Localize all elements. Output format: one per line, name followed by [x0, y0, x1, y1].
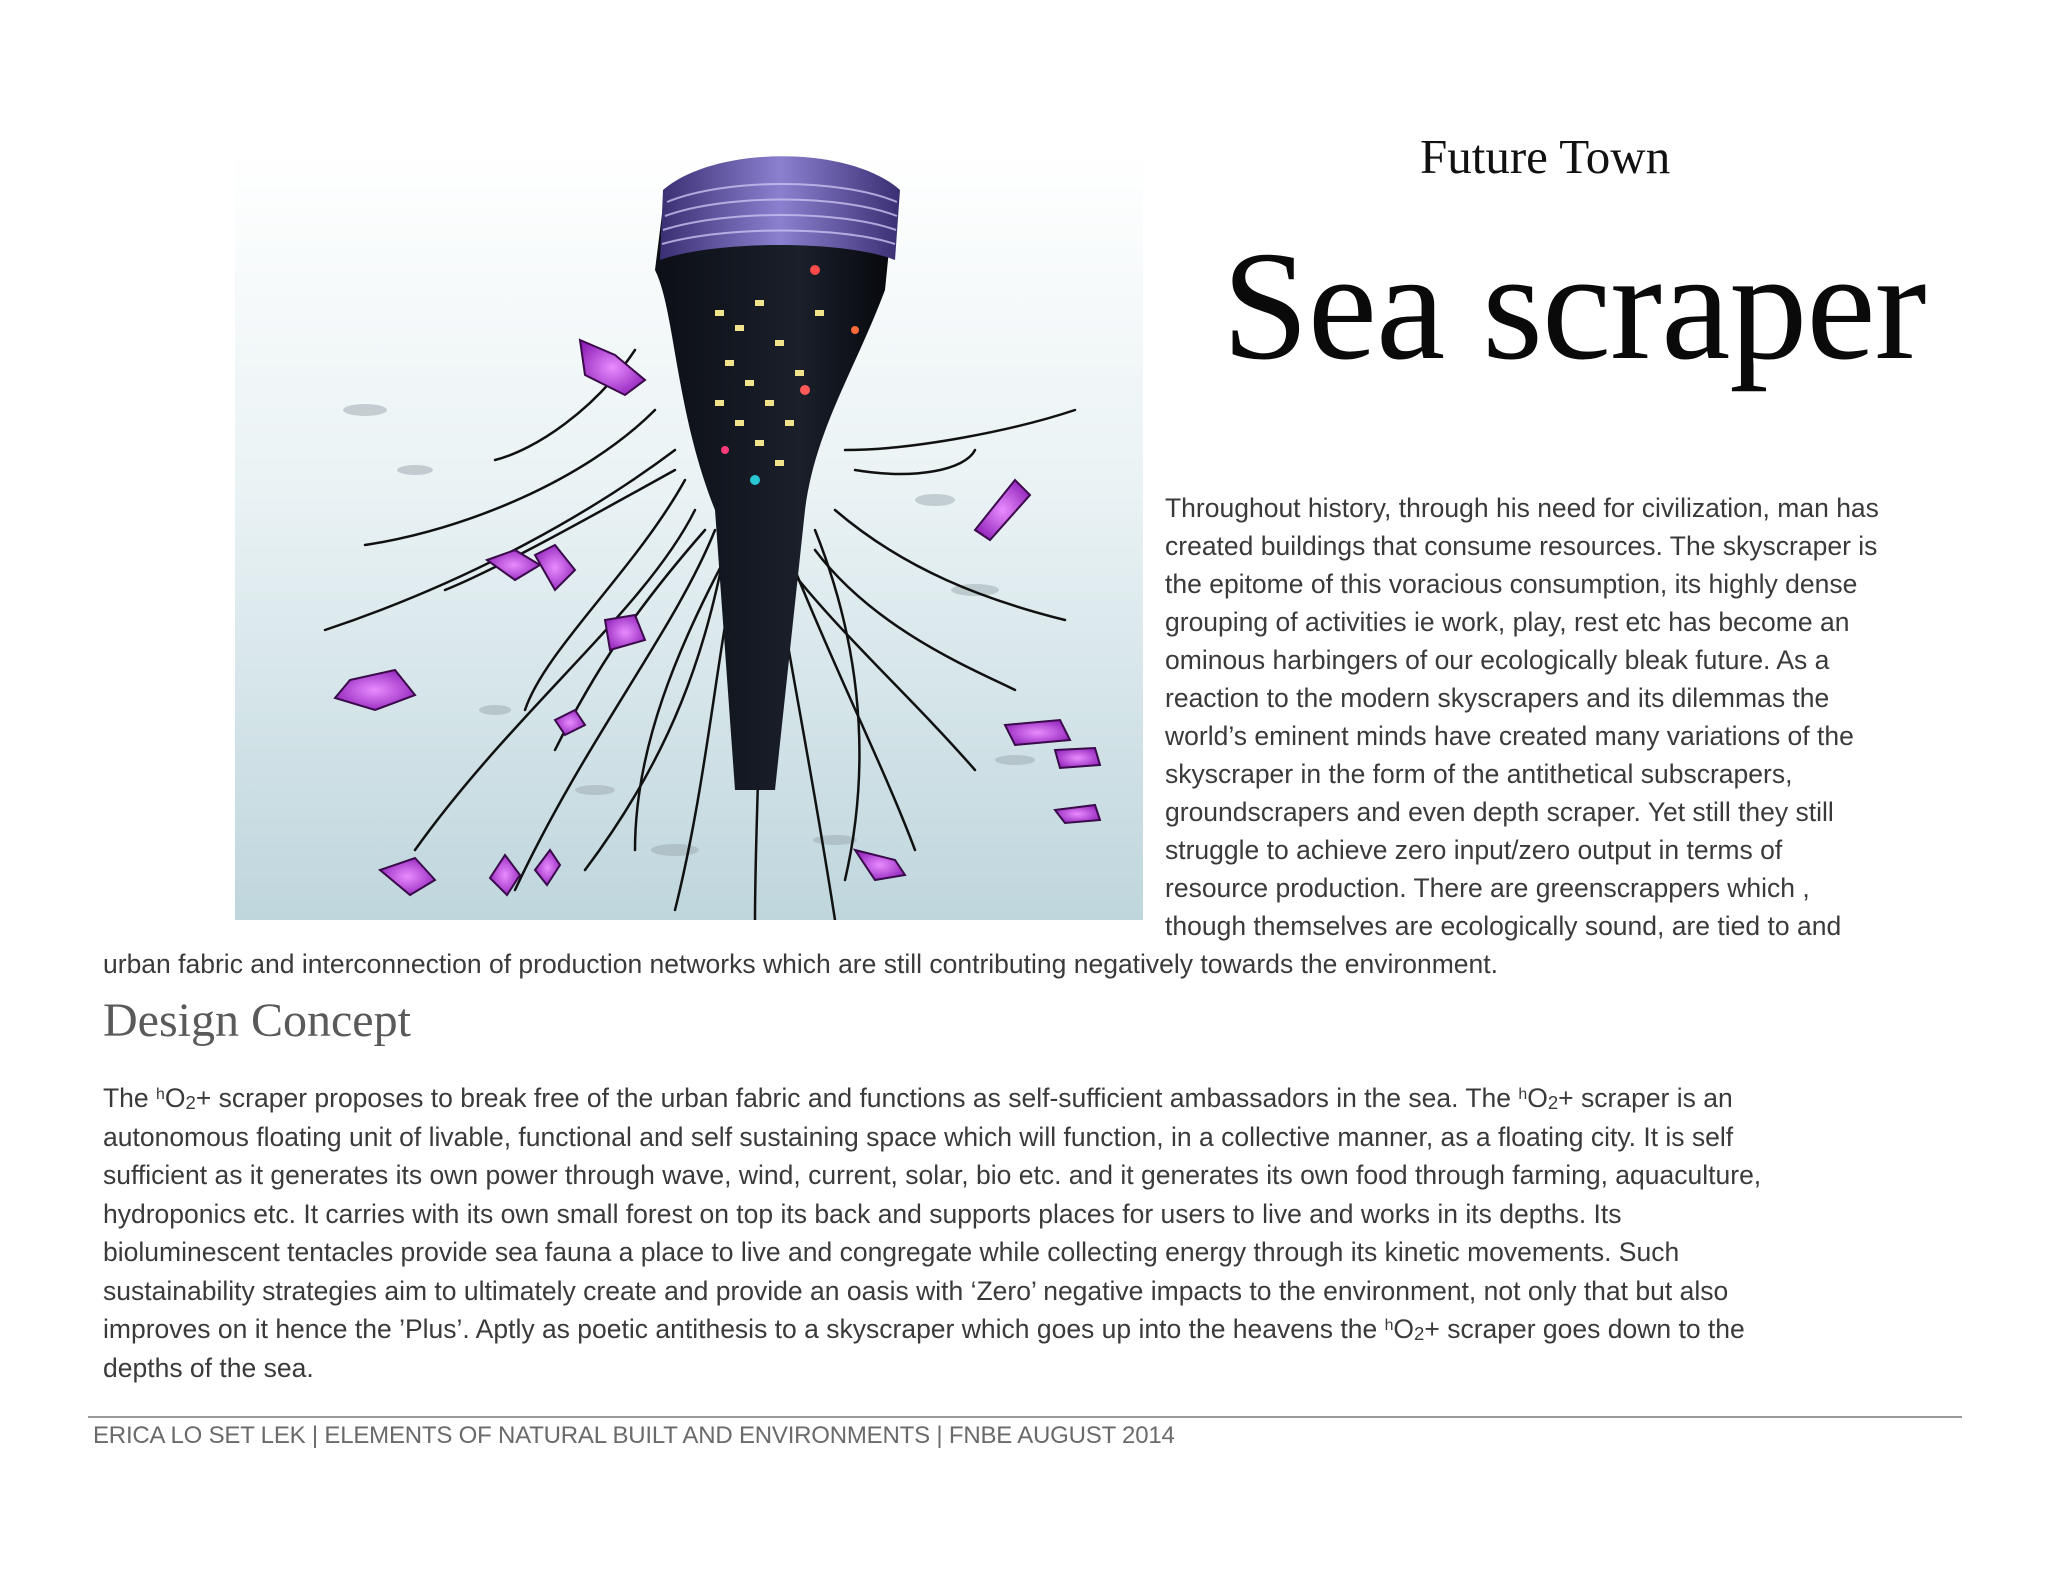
name-suffix: + — [1424, 1314, 1440, 1344]
intro-line: though themselves are ecologically sound, are tied to and — [1165, 911, 1842, 941]
intro-tail-line: urban fabric and interconnection of production networks which are still contributing negatively towards the environment. — [103, 949, 1498, 979]
text-run: improves on it hence the ’Plus’. Aptly as poetic antithesis to a skyscraper which goes up into the heavens the — [103, 1314, 1385, 1344]
name-suffix: + — [1558, 1083, 1574, 1113]
intro-line: Throughout history, through his need for civilization, man has — [1165, 493, 1879, 523]
kicker: Future Town — [1420, 129, 1671, 184]
concept-line: autonomous floating unit of livable, functional and self sustaining space which will function, in a collective manner, as a floating city. It is self — [103, 1121, 1734, 1152]
name-main: O — [1527, 1083, 1548, 1113]
concept-line: bioluminescent tentacles provide sea fauna a place to live and congregate while collecting energy through its kinetic movements. Such — [103, 1237, 1680, 1267]
name-suffix: + — [195, 1083, 212, 1113]
page-title: Sea scraper — [1222, 219, 1926, 392]
concept-line: sustainability strategies aim to ultimately create and provide an oasis with ‘Zero’ negative impacts to the environment, not only that but also — [103, 1275, 1729, 1306]
intro-line: created buildings that consume resources. The skyscraper is — [1165, 531, 1878, 561]
text-run: scraper proposes to break free of the urban fabric and functions as self-sufficient ambassadors in the sea. The — [211, 1083, 1519, 1113]
concept-line: hydroponics etc. It carries with its own small forest on top its back and supports places for users to live and works in its depths. Its — [103, 1198, 1622, 1229]
concept-line: sufficient as it generates its own power through wave, wind, current, solar, bio etc. and it generates its own food through farming, aquaculture, — [103, 1160, 1762, 1190]
intro-line: ominous harbingers of our ecologically bleak future. As a — [1165, 645, 1830, 675]
name-sub: 2 — [1414, 1323, 1425, 1344]
intro-line: the epitome of this voracious consumption, its highly dense — [1165, 569, 1858, 599]
intro-line: resource production. There are greenscrappers which , — [1165, 873, 1810, 903]
footer-text: ERICA LO SET LEK | ELEMENTS OF NATURAL BUILT AND ENVIRONMENTS | FNBE AUGUST 2014 — [93, 1422, 1175, 1449]
section-heading: Design Concept — [103, 994, 411, 1047]
intro-line: world’s eminent minds have created many variations of the — [1165, 721, 1854, 751]
intro-paragraph — [1165, 489, 1965, 945]
name-sub: 2 — [1547, 1092, 1559, 1113]
concept-line: depths of the sea. — [103, 1352, 314, 1383]
intro-line: reaction to the modern skyscrapers and its dilemmas the — [1165, 683, 1830, 713]
design-concept-paragraph — [103, 1079, 1983, 1387]
concept-line — [103, 1310, 1983, 1349]
text-run: scraper is an — [1573, 1083, 1733, 1113]
concept-line — [103, 1079, 1983, 1118]
intro-line: skyscraper in the form of the antithetical subscrapers, — [1165, 759, 1793, 789]
sea-scraper-render — [115, 150, 1143, 920]
sea-scraper-illustration — [115, 150, 1143, 920]
product-name — [1518, 1083, 1573, 1113]
product-name — [156, 1083, 211, 1113]
text-run: The — [103, 1083, 157, 1113]
name-sup: h — [1518, 1086, 1528, 1103]
text-run: scraper goes down to the — [1439, 1314, 1745, 1344]
name-sup: h — [156, 1086, 165, 1103]
intro-line: grouping of activities ie work, play, rest etc has become an — [1165, 607, 1850, 637]
intro-line: groundscrapers and even depth scraper. Yet still they still — [1165, 797, 1834, 827]
intro-line: struggle to achieve zero input/zero output in terms of — [1165, 835, 1783, 865]
product-name — [1385, 1314, 1440, 1344]
name-main: O — [1393, 1314, 1415, 1344]
name-main: O — [164, 1083, 186, 1113]
name-sup: h — [1384, 1317, 1394, 1334]
name-sub: 2 — [185, 1092, 196, 1113]
footer-divider — [88, 1416, 1962, 1418]
